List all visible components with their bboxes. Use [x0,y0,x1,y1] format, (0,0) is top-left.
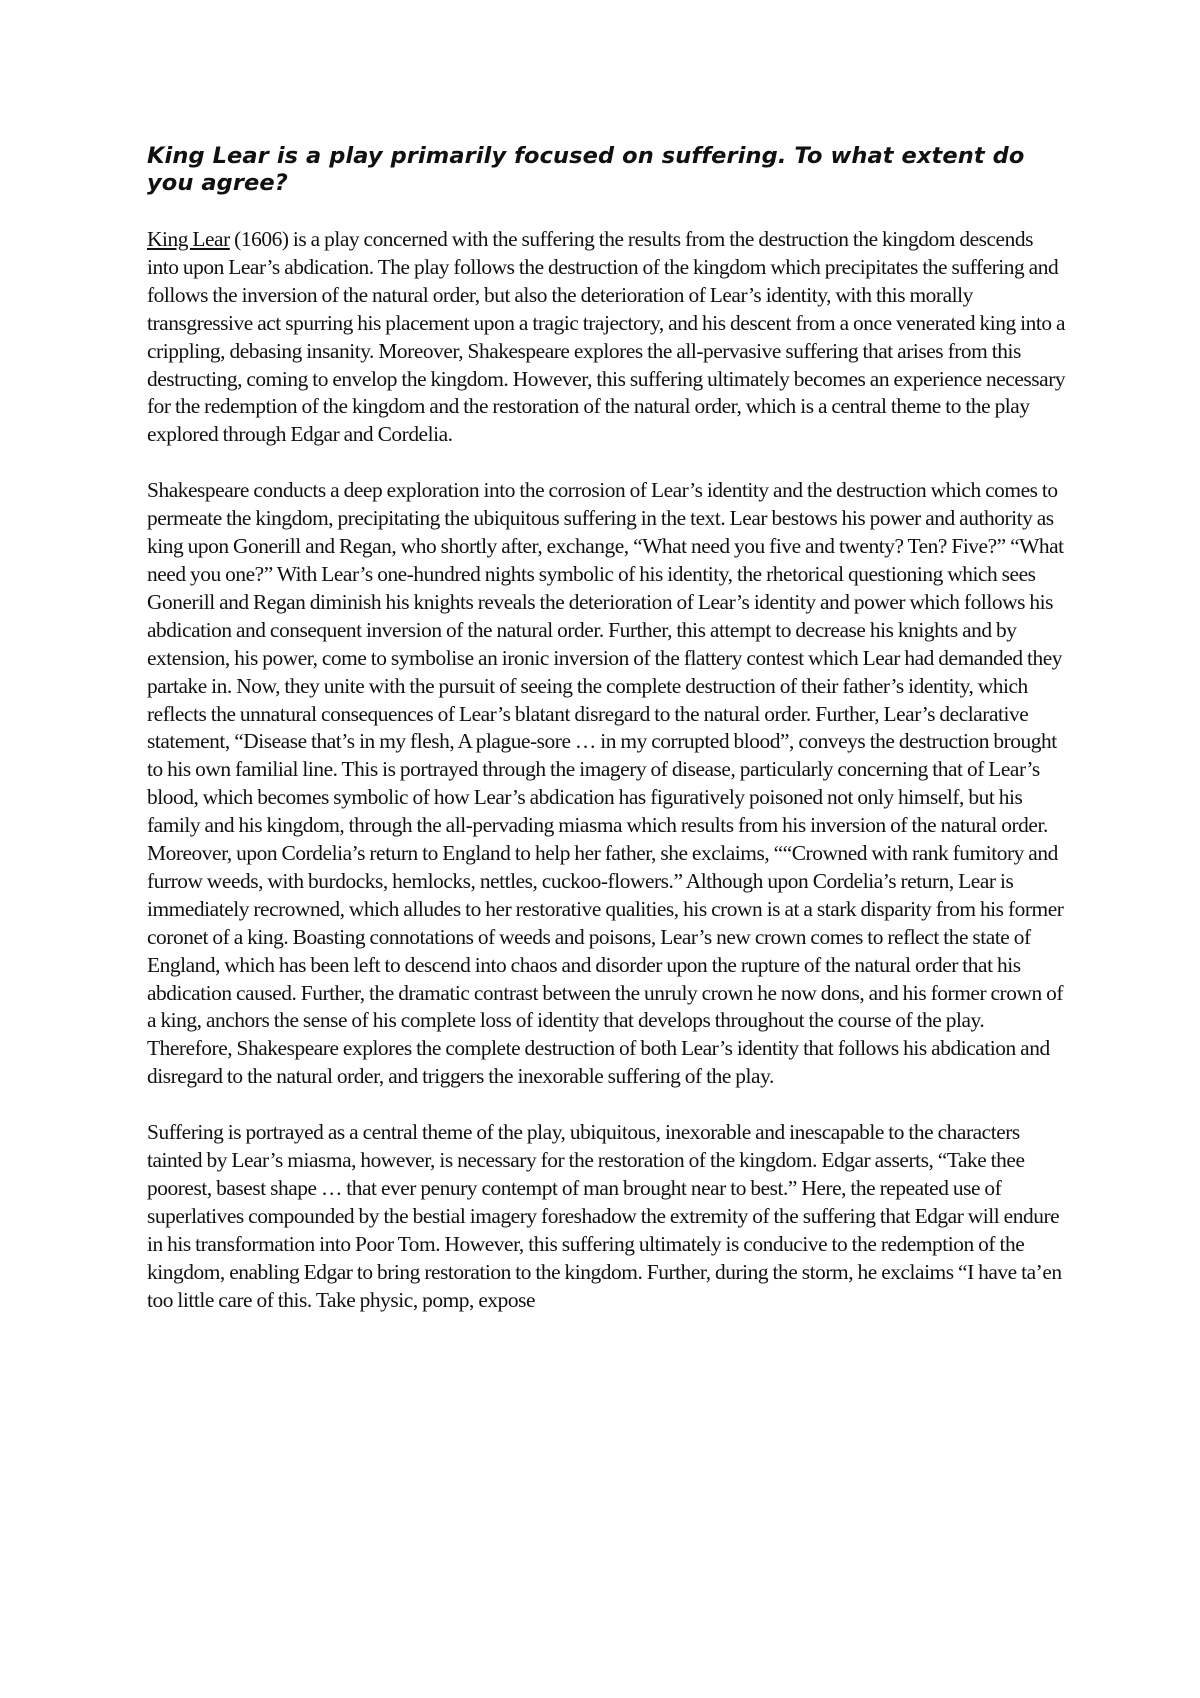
paragraph-body-2: Suffering is portrayed as a central theme of the play, ubiquitous, inexorable and inescapable to the characters tainted by Lear’s miasma, however, is necessary for the restoration of the kingdom. Edgar asserts, “Take thee poorest, basest shape … that ever penury contempt of man brought near to best.” Here, the repeated use of superlatives compounded by the bestial imagery foreshadow the extremity of the suffering that Edgar will endure in his transformation into Poor Tom. However, this suffering ultimately is conducive to the redemption of the kingdom, enabling Edgar to bring restoration to the kingdom. Further, during the storm, he exclaims “I have ta’en too little care of this. Take physic, pomp, expose [147,1120,1062,1312]
paragraph-introduction [147,226,1067,449]
play-title: King Lear [147,227,230,251]
essay-title: King Lear is a play primarily focused on suffering. To what extent do you agree? [147,143,1025,196]
document-body [147,143,1067,1343]
paragraph-body-1: Shakespeare conducts a deep exploration into the corrosion of Lear’s identity and the destruction which comes to permeate the kingdom, precipitating the ubiquitous suffering in the text. Lear bestows his power and authority as king upon Gonerill and Regan, who shortly after, exchange, “What need you five and twenty? Ten? Five?” “What need you one?” With Lear’s one-hundred nights symbolic of his identity, the rhetorical questioning which sees Gonerill and Regan diminish his knights reveals the deterioration of Lear’s identity and power which follows his abdication and consequent inversion of the natural order. Further, this attempt to decrease his knights and by extension, his power, come to symbolise an ironic inversion of the flattery contest which Lear had demanded they partake in. Now, they unite with the pursuit of seeing the complete destruction of their father’s identity, which reflects the unnatural consequences of Lear’s blatant disregard to the natural order. Further, Lear’s declarative statement, “Disease that’s in my flesh, A plague-sore … in my corrupted blood”, conveys the destruction brought to his own familial line. This is portrayed through the imagery of disease, particularly concerning that of Lear’s blood, which becomes symbolic of how Lear’s abdication has figuratively poisoned not only himself, but his family and his kingdom, through the all-pervading miasma which results from his inversion of the natural order. Moreover, upon Cordelia’s return to England to help her father, she exclaims, ““Crowned with rank fumitory and furrow weeds, with burdocks, hemlocks, nettles, cuckoo-flowers.” Although upon Cordelia’s return, Lear is immediately recrowned, which alludes to her restorative qualities, his crown is at a stark disparity from his former coronet of a king. Boasting connotations of weeds and poisons, Lear’s new crown comes to reflect the state of England, which has been left to descend into chaos and disorder upon the rupture of the natural order that his abdication caused. Further, the dramatic contrast between the unruly crown he now dons, and his former crown of a king, anchors the sense of his complete loss of identity that develops throughout the course of the play. Therefore, Shakespeare explores the complete destruction of both Lear’s identity that follows his abdication and disregard to the natural order, and triggers the inexorable suffering of the play. [147,478,1064,1089]
paragraph-text: (1606) is a play concerned with the suffering the results from the destruction the kingdom descends into upon Lear’s abdication. The play follows the destruction of the kingdom which precipitates the suffering and follows the inversion of the natural order, but also the deterioration of Lear’s identity, with this morally transgressive act spurring his placement upon a tragic trajectory, and his descent from a once venerated king into a crippling, debasing insanity. Moreover, Shakespeare explores the all-pervasive suffering that arises from this destructing, coming to envelop the kingdom. However, this suffering ultimately becomes an experience necessary for the redemption of the kingdom and the restoration of the natural order, which is a central theme to the play explored through Edgar and Cordelia. [147,227,1066,447]
